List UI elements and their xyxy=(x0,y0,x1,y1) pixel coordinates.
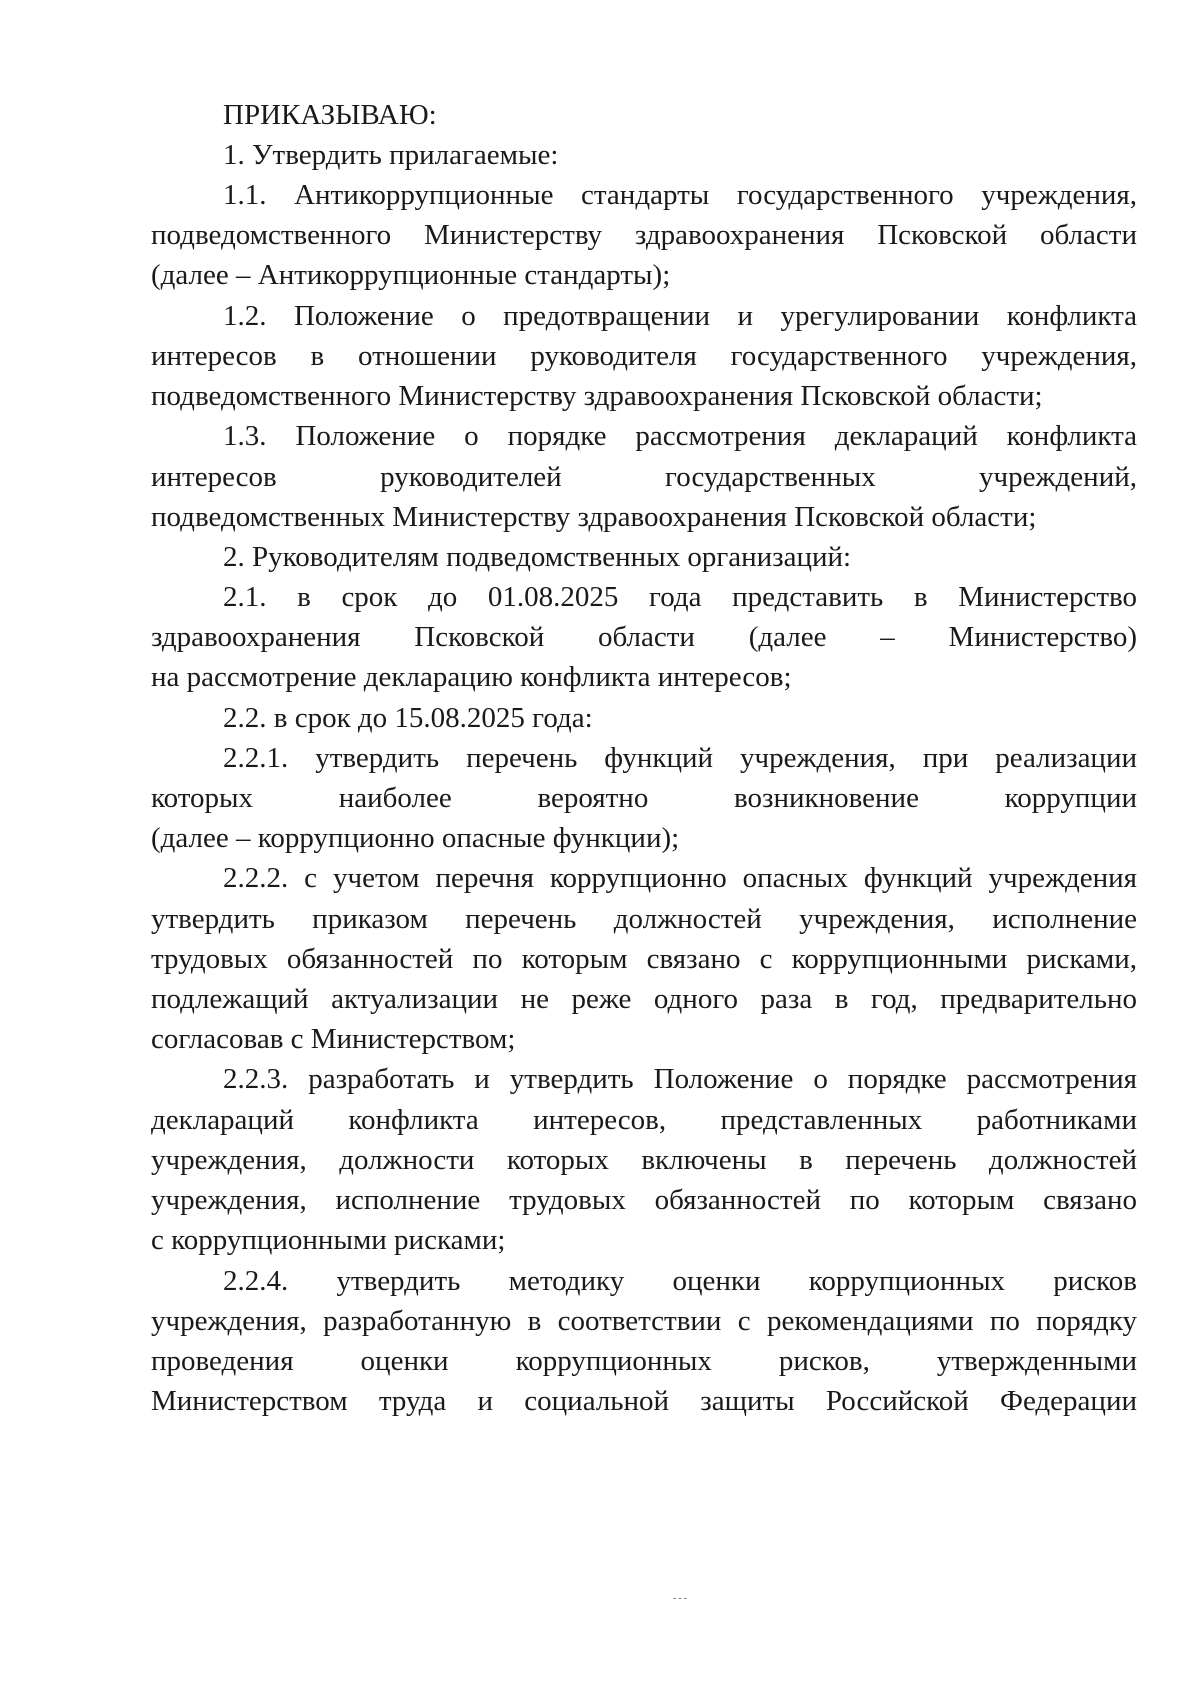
item-2-2-2-line-5: согласовав с Министерством; xyxy=(151,1023,516,1055)
item-2-2-2-line-2: утвердить приказом перечень должностей учреждения, исполнение xyxy=(151,903,1137,935)
order-heading: ПРИКАЗЫВАЮ: xyxy=(223,99,437,131)
item-2-2-3-line-4: учреждения, исполнение трудовых обязанностей по которым связано xyxy=(151,1184,1137,1216)
item-2-2-3-line-2: деклараций конфликта интересов, представленных работниками xyxy=(151,1104,1137,1136)
item-2-2-4-line-1: 2.2.4. утвердить методику оценки коррупционных рисков xyxy=(223,1265,1137,1297)
item-2-2-2-line-4: подлежащий актуализации не реже одного раза в год, предварительно xyxy=(151,983,1137,1015)
item-1-heading: 1. Утвердить прилагаемые: xyxy=(223,139,559,171)
item-1-1-line-2: подведомственного Министерству здравоохранения Псковской области xyxy=(151,219,1137,251)
item-2-2-2-line-1: 2.2.2. с учетом перечня коррупционно опасных функций учреждения xyxy=(223,862,1137,894)
item-2-2-3-line-5: с коррупционными рисками; xyxy=(151,1224,506,1256)
item-2-2-4-line-3: проведения оценки коррупционных рисков, утвержденными xyxy=(151,1345,1137,1377)
item-2-1-line-3: на рассмотрение декларацию конфликта интересов; xyxy=(151,661,792,693)
item-2-heading: 2. Руководителям подведомственных организаций: xyxy=(223,541,852,573)
item-2-2-1-line-3: (далее – коррупционно опасные функции); xyxy=(151,822,680,854)
item-1-2-line-1: 1.2. Положение о предотвращении и урегулировании конфликта xyxy=(223,300,1137,332)
item-1-3-line-1: 1.3. Положение о порядке рассмотрения деклараций конфликта xyxy=(223,420,1137,452)
item-1-3-line-3: подведомственных Министерству здравоохранения Псковской области; xyxy=(151,501,1037,533)
item-2-2-1-line-2: которых наиболее вероятно возникновение коррупции xyxy=(151,782,1137,814)
item-1-1-line-1: 1.1. Антикоррупционные стандарты государственного учреждения, xyxy=(223,179,1137,211)
item-2-1-line-1: 2.1. в срок до 01.08.2025 года представить в Министерство xyxy=(223,581,1137,613)
item-1-3-line-2: интересов руководителей государственных учреждений, xyxy=(151,461,1137,493)
item-1-2-line-3: подведомственного Министерству здравоохранения Псковской области; xyxy=(151,380,1043,412)
item-2-2-4-line-2: учреждения, разработанную в соответствии с рекомендациями по порядку xyxy=(151,1305,1137,1337)
item-2-2-2-line-3: трудовых обязанностей по которым связано с коррупционными рисками, xyxy=(151,943,1137,975)
scan-dash-mark xyxy=(673,1598,687,1600)
item-2-1-line-2: здравоохранения Псковской области (далее – Министерство) xyxy=(151,621,1137,653)
item-1-1-line-3: (далее – Антикоррупционные стандарты); xyxy=(151,259,671,291)
item-1-2-line-2: интересов в отношении руководителя государственного учреждения, xyxy=(151,340,1137,372)
item-2-2-3-line-1: 2.2.3. разработать и утвердить Положение о порядке рассмотрения xyxy=(223,1063,1137,1095)
item-2-2-heading: 2.2. в срок до 15.08.2025 года: xyxy=(223,702,593,734)
item-2-2-3-line-3: учреждения, должности которых включены в перечень должностей xyxy=(151,1144,1137,1176)
item-2-2-4-line-4: Министерством труда и социальной защиты Российской Федерации xyxy=(151,1385,1137,1417)
item-2-2-1-line-1: 2.2.1. утвердить перечень функций учреждения, при реализации xyxy=(223,742,1137,774)
